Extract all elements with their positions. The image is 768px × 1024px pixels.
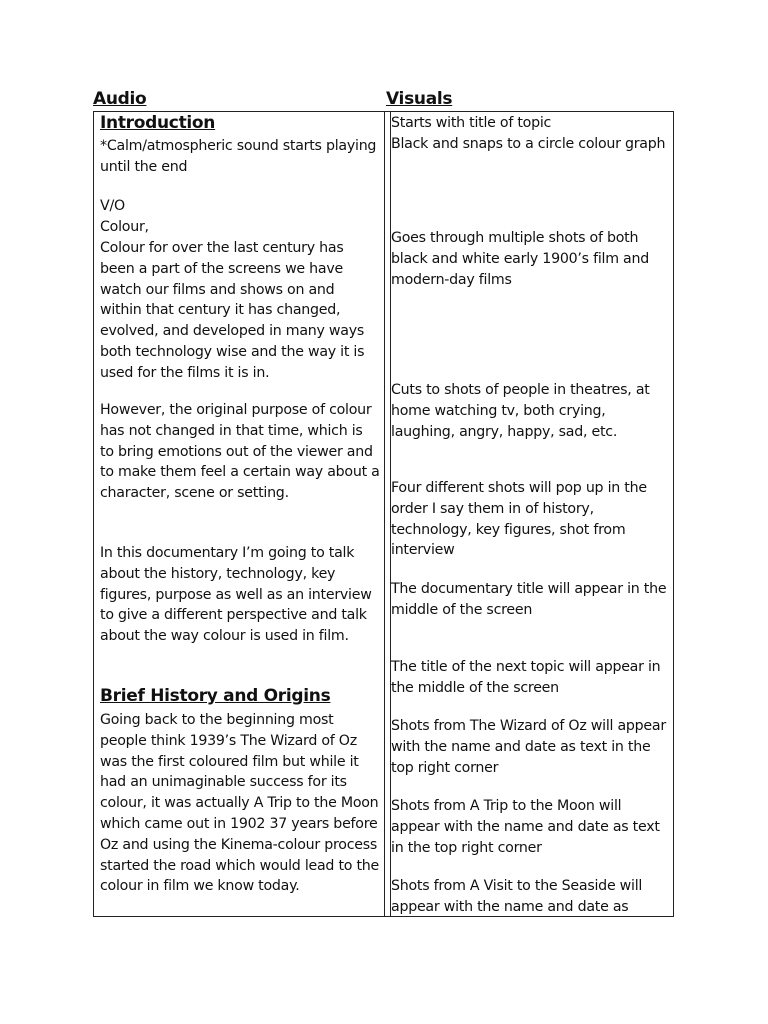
visual-note-7: The title of the next topic will appear in the middle of the screen xyxy=(391,659,661,696)
visual-note-4: Cuts to shots of people in theatres, at home watching tv, both crying, laughing, angry, happy, sad, etc. xyxy=(391,382,650,440)
audio-paragraph-4: Going back to the beginning most people think 1939’s The Wizard of Oz was the first coloured film but while it had an unimaginable success for its colour, it was actually A Trip to the Moon which came out in 1902 37 years before Oz and using the Kinema-colour process started the road which would lead to the colour in film we know today. xyxy=(100,712,379,895)
visual-note-1: Starts with title of topic xyxy=(391,115,552,131)
voiceover-label: V/O xyxy=(100,198,125,214)
colour-label: Colour, xyxy=(100,219,149,235)
column-divider xyxy=(384,112,385,916)
visual-note-2: Black and snaps to a circle colour graph xyxy=(391,136,666,152)
introduction-title: Introduction xyxy=(100,113,216,133)
visuals-column-heading: Visuals xyxy=(386,89,453,109)
script-table xyxy=(93,111,674,917)
audio-paragraph-1: Colour for over the last century has been a part of the screens we have watch our films and shows on and within that century it has changed, evolved, and developed in many ways both technology wise and the way it is used for the films it is in. xyxy=(100,240,365,381)
intro-sound-note: *Calm/atmospheric sound starts playing until the end xyxy=(100,138,377,175)
visual-note-9: Shots from A Trip to the Moon will appear with the name and date as text in the top right corner xyxy=(391,798,660,856)
audio-paragraph-3: In this documentary I’m going to talk about the history, technology, key figures, purpose as well as an interview to give a different perspective and talk about the way colour is used in film. xyxy=(100,545,372,645)
visual-note-10: Shots from A Visit to the Seaside will appear with the name and date as xyxy=(391,878,643,915)
visual-note-6: The documentary title will appear in the middle of the screen xyxy=(391,581,667,618)
visual-note-8: Shots from The Wizard of Oz will appear with the name and date as text in the top right corner xyxy=(391,718,666,776)
audio-column-heading: Audio xyxy=(93,89,147,109)
audio-paragraph-2: However, the original purpose of colour has not changed in that time, which is to bring emotions out of the viewer and to make them feel a certain way about a character, scene or setting. xyxy=(100,402,380,502)
visual-note-3: Goes through multiple shots of both black and white early 1900’s film and modern-day films xyxy=(391,230,649,288)
history-title: Brief History and Origins xyxy=(100,686,331,706)
visual-note-5: Four different shots will pop up in the order I say them in of history, technology, key figures, shot from interview xyxy=(391,480,647,559)
